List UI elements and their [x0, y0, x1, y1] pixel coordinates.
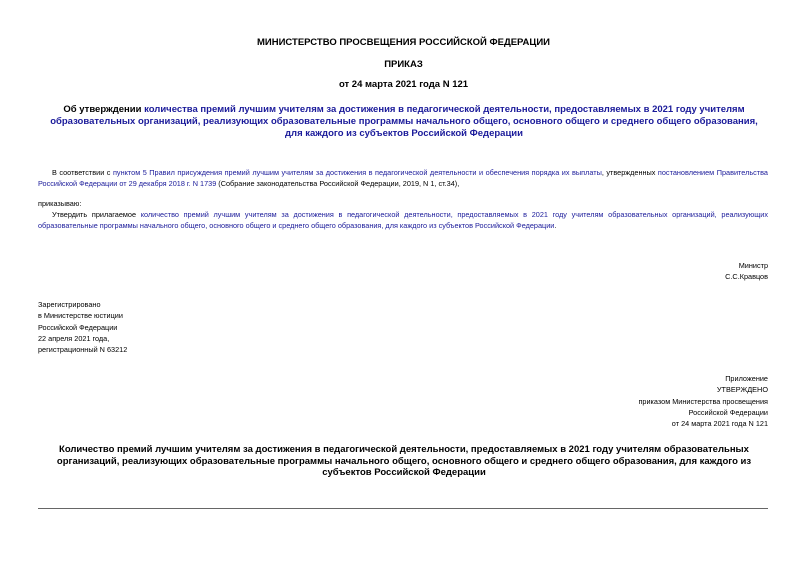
registration-block	[38, 299, 127, 355]
registration-line-4: 22 апреля 2021 года,	[38, 333, 110, 343]
preamble-link-rules[interactable]: пунктом 5 Правил присуждения премий лучшим учителям за достижения в педагогической деятельности и обеспечения порядка их выплаты	[112, 168, 602, 177]
ministry-heading: МИНИСТЕРСТВО ПРОСВЕЩЕНИЯ РОССИЙСКОЙ ФЕДЕРАЦИИ	[256, 37, 551, 48]
order-word: приказываю:	[38, 199, 82, 208]
doc-date-number: от 24 марта 2021 года N 121	[338, 79, 469, 90]
approve-paragraph	[38, 209, 768, 231]
signature-role: Министр	[738, 261, 768, 270]
approve-link[interactable]: количество премий лучшим учителям за достижения в педагогической деятельности, предоставляемых в 2021 году учителям образовательных организаций, реализующих образовательные программы начального общего, основного общего и среднего общего образования, для каждого из субъектов Российской Федерации	[38, 210, 769, 230]
preamble-paragraph	[38, 167, 768, 189]
appendix-line-1: Приложение	[725, 374, 768, 383]
title-prefix: Об утверждении	[63, 104, 145, 115]
appendix-line-5: от 24 марта 2021 года N 121	[671, 419, 768, 429]
divider-line	[38, 508, 768, 509]
doc-type-heading: ПРИКАЗ	[384, 59, 423, 70]
signature-name: С.С.Кравцов	[725, 272, 768, 282]
registration-line-3: Российской Федерации	[38, 322, 118, 332]
preamble-text-2: , утвержденных	[601, 168, 658, 177]
document-title	[44, 104, 764, 140]
registration-line-2: в Министерстве юстиции	[38, 311, 123, 321]
appendix-line-3: приказом Министерства просвещения	[638, 396, 768, 406]
appendix-title: Количество премий лучшим учителям за достижения в педагогической деятельности, предоставляемых в 2021 году учителям образовательных организаций, реализующих образовательные программы начального общего, основного общего и среднего общего образования, для каждого из субъектов Российской Федерации	[56, 444, 752, 478]
appendix-block	[518, 373, 768, 429]
signature-block	[568, 260, 768, 283]
title-link[interactable]: количества премий лучшим учителям за достижения в педагогической деятельности, предоставляемых в 2021 году учителям образовательных организаций, реализующих образовательные программы начального общего, основного общего и среднего общего образования, для каждого из субъектов Российской Федерации	[50, 104, 758, 139]
appendix-line-4: Российской Федерации	[688, 407, 768, 417]
approve-text-2: .	[554, 221, 557, 230]
preamble-text-1: В соответствии с	[52, 168, 113, 177]
appendix-line-2: УТВЕРЖДЕНО	[716, 385, 768, 395]
registration-line-5: регистрационный N 63212	[38, 345, 128, 355]
approve-text-1: Утвердить прилагаемое	[52, 210, 141, 219]
preamble-link-resolution[interactable]: постановлением Правительства Российской Федерации от 29 декабря 2018 г. N 1739	[38, 168, 768, 188]
preamble-text-3: (Собрание законодательства Российской Федерации, 2019, N 1, ст.34),	[216, 179, 460, 188]
registration-line-1: Зарегистрировано	[38, 300, 101, 309]
